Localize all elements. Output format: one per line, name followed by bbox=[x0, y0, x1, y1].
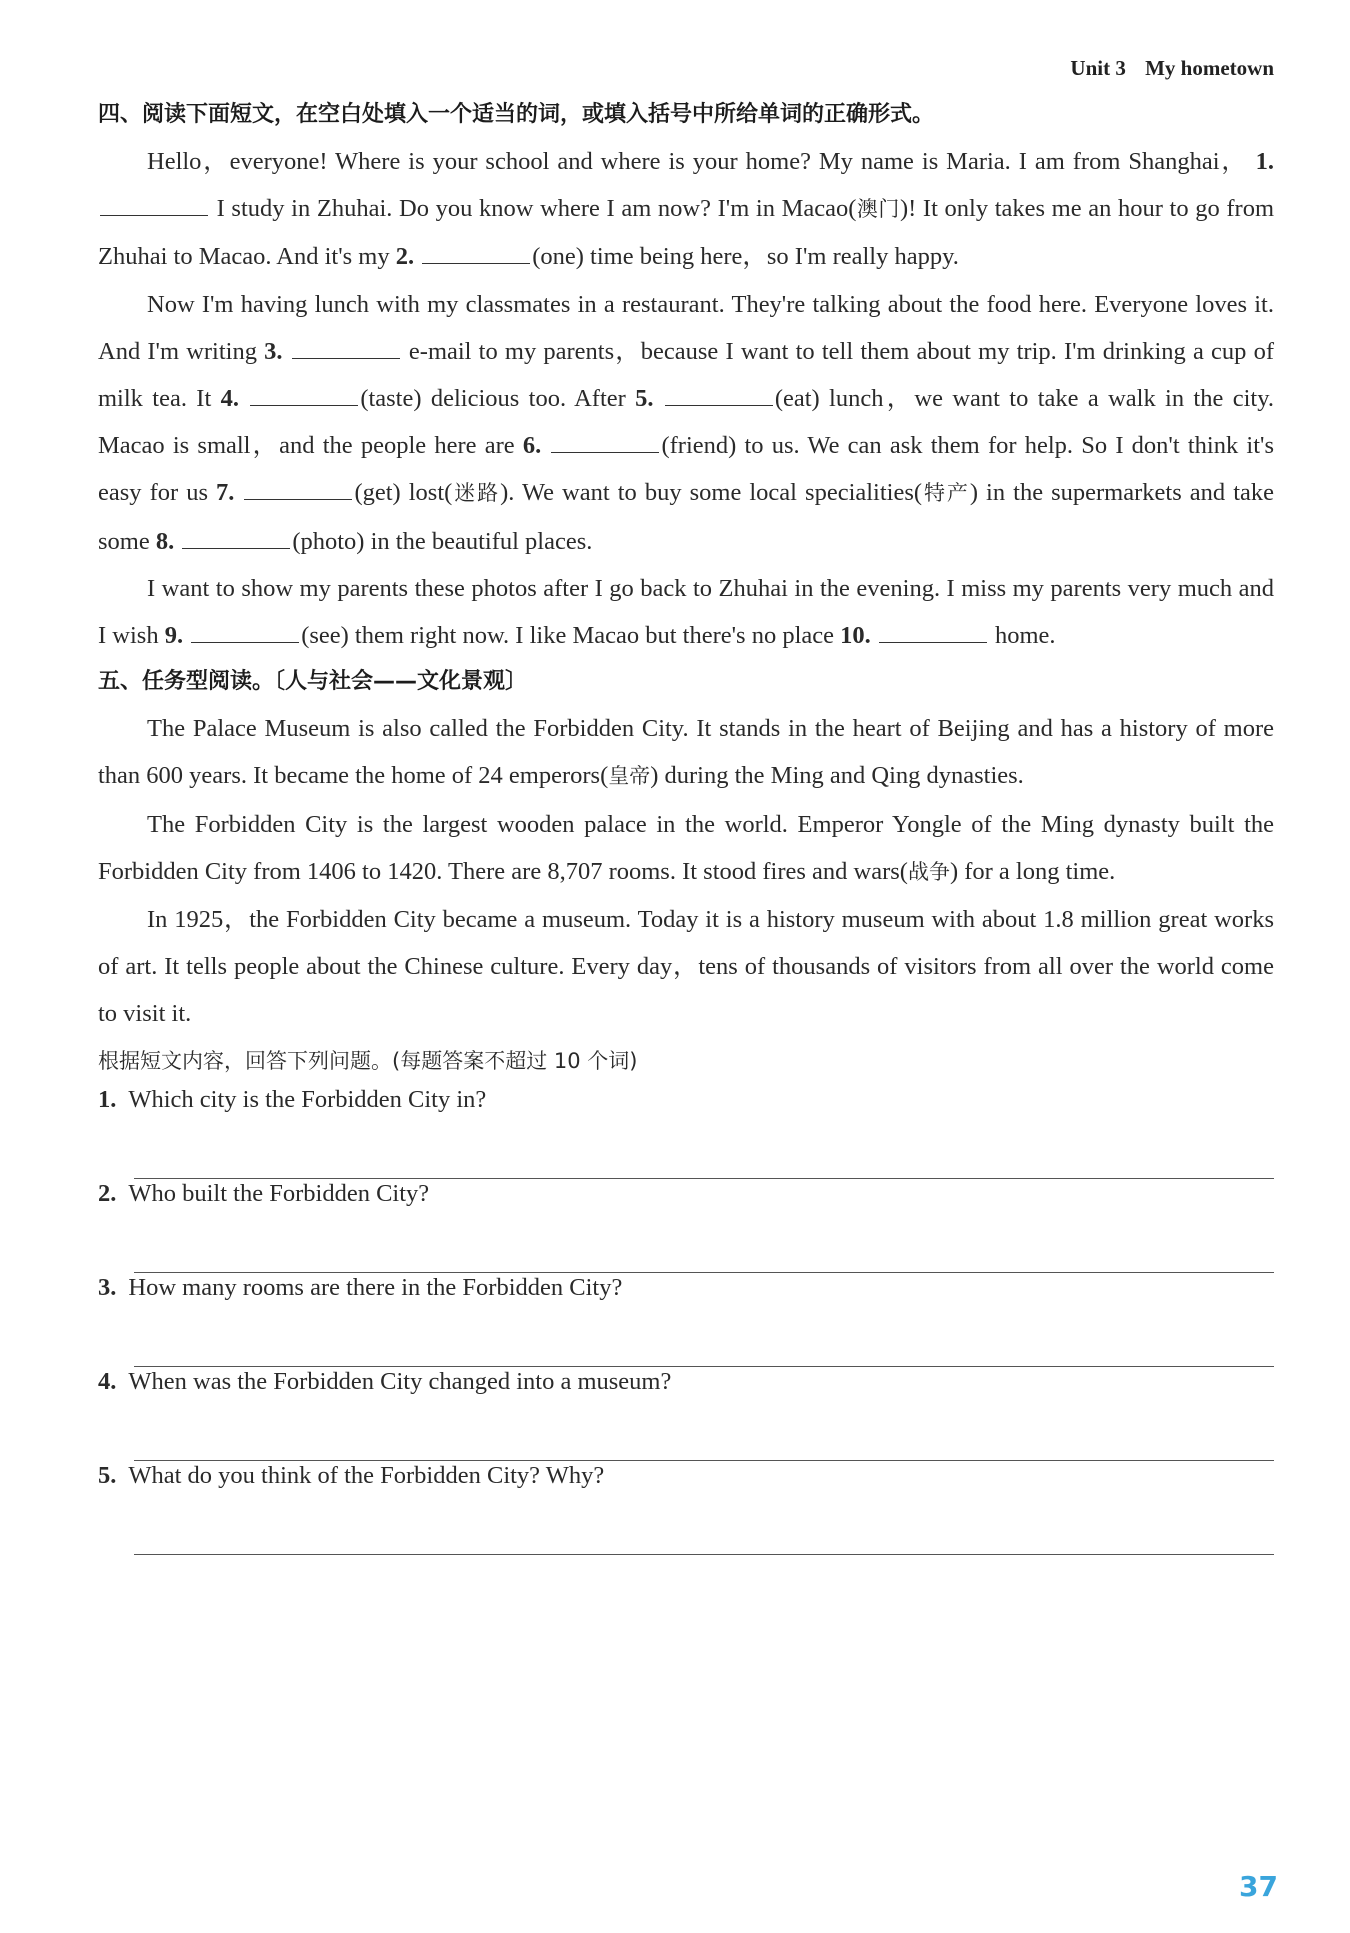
chinese-gloss: 战争 bbox=[907, 859, 950, 884]
answer-line-1[interactable] bbox=[134, 1116, 1274, 1179]
running-header bbox=[1070, 56, 1274, 81]
text-span: Hello，everyone! Where is your school and where is your home? My name is Maria. I am from Shanghai， bbox=[147, 148, 1248, 175]
question-text: Which city is the Forbidden City in? bbox=[128, 1085, 487, 1113]
blank-8[interactable] bbox=[182, 528, 290, 549]
chinese-gloss: 澳门 bbox=[856, 197, 900, 222]
answer-line-3[interactable] bbox=[134, 1304, 1274, 1367]
blank-number-1: 1. bbox=[1255, 148, 1274, 175]
blank-1[interactable] bbox=[100, 195, 208, 216]
text-span: I study in Zhuhai. Do you know where I am now? I'm in Macao( bbox=[216, 195, 857, 223]
section5-paragraph-3: In 1925，the Forbidden City became a museum. Today it is a history museum with about 1.8 million great works of art. It tells people about the Chinese culture. Every day，tens of thousands of visitors from all over the world come to visit it. bbox=[98, 906, 1274, 1028]
text-span: (see) them right now. I like Macao but there's no place bbox=[301, 622, 841, 650]
text-span: The Palace Museum is also called the Forbidden City. It stands in the heart of Beijing and has a history of more than 600 years. It became the home of 24 emperors( bbox=[98, 715, 1274, 790]
blank-9[interactable] bbox=[191, 622, 299, 643]
question-1 bbox=[98, 1084, 1274, 1178]
section4-paragraph-1 bbox=[98, 138, 1274, 281]
text-span: (photo) in the beautiful places. bbox=[292, 527, 593, 555]
question-text: Who built the Forbidden City? bbox=[128, 1179, 430, 1207]
question-3 bbox=[98, 1272, 1274, 1366]
text-span: ) in the supermarkets and take some bbox=[98, 479, 1275, 555]
text-span: (friend) to us. We can ask them for help. So I don't think it's easy for us bbox=[98, 432, 1274, 507]
blank-2[interactable] bbox=[422, 243, 530, 264]
question-text: What do you think of the Forbidden City? Why? bbox=[128, 1461, 605, 1489]
unit-label: Unit 3 bbox=[1070, 56, 1126, 80]
page-content bbox=[98, 92, 1274, 1554]
blank-number-9: 9. bbox=[164, 622, 184, 650]
answer-line-4[interactable] bbox=[134, 1398, 1274, 1461]
blank-number-2: 2. bbox=[395, 243, 415, 271]
text-span: )! It only takes me an hour to go from Zhuhai to Macao. And it's my bbox=[98, 195, 1275, 271]
blank-number-10: 10. bbox=[840, 622, 871, 650]
blank-number-7: 7. bbox=[216, 479, 235, 507]
text-span: The Forbidden City is the largest wooden palace in the world. Emperor Yongle of the Ming dynasty built the Forbidden City from 1406 to 1420. There are 8,707 rooms. It stood fires and wars( bbox=[98, 810, 1274, 885]
question-4 bbox=[98, 1366, 1274, 1460]
section5-instruction: 根据短文内容，回答下列问题。(每题答案不超过 10 个词) bbox=[98, 1048, 638, 1073]
chinese-gloss: 皇帝 bbox=[608, 764, 651, 789]
question-text: How many rooms are there in the Forbidden City? bbox=[128, 1273, 623, 1301]
text-span: (one) time being here，so I'm really happy. bbox=[532, 243, 959, 271]
blank-7[interactable] bbox=[244, 479, 352, 500]
question-5 bbox=[98, 1460, 1274, 1554]
text-span: e-mail to my parents，because I want to tell them about my trip. I'm drinking a cup of milk tea. It bbox=[98, 337, 1274, 413]
text-span: ). We want to buy some local specialities( bbox=[500, 479, 923, 507]
blank-number-4: 4. bbox=[220, 385, 239, 413]
text-span: ) for a long time. bbox=[949, 857, 1116, 885]
question-2 bbox=[98, 1178, 1274, 1272]
blank-5[interactable] bbox=[665, 385, 773, 406]
blank-6[interactable] bbox=[551, 432, 659, 453]
blank-4[interactable] bbox=[250, 385, 358, 406]
text-span: Now I'm having lunch with my classmates in a restaurant. They're talking about the food here. Everyone loves it. And I'm writing bbox=[98, 290, 1274, 365]
question-number: 5. bbox=[98, 1461, 117, 1489]
chinese-gloss: 特产 bbox=[922, 481, 970, 506]
blank-3[interactable] bbox=[292, 338, 400, 359]
section4-paragraph-3 bbox=[98, 565, 1274, 659]
blank-10[interactable] bbox=[879, 622, 987, 643]
text-span: (get) lost( bbox=[354, 479, 453, 507]
text-span: (eat) lunch，we want to take a walk in the city. Macao is small，and the people here are bbox=[98, 385, 1274, 460]
answer-line-5[interactable] bbox=[134, 1492, 1274, 1555]
question-number: 4. bbox=[98, 1367, 117, 1395]
answer-line-2[interactable] bbox=[134, 1210, 1274, 1273]
chinese-gloss: 迷路 bbox=[452, 481, 501, 506]
blank-number-6: 6. bbox=[522, 432, 542, 460]
page-number: 37 bbox=[1239, 1870, 1278, 1903]
question-number: 2. bbox=[98, 1179, 117, 1207]
text-span: home. bbox=[988, 622, 1056, 650]
unit-title: My hometown bbox=[1145, 56, 1274, 80]
blank-number-3: 3. bbox=[264, 337, 283, 365]
text-span: ) during the Ming and Qing dynasties. bbox=[650, 762, 1024, 790]
question-number: 3. bbox=[98, 1273, 117, 1301]
section4-title: 四、阅读下面短文，在空白处填入一个适当的词，或填入括号中所给单词的正确形式。 bbox=[98, 102, 935, 127]
section4-paragraph-2 bbox=[98, 281, 1274, 565]
section5-paragraph-2 bbox=[98, 801, 1274, 896]
blank-number-5: 5. bbox=[635, 385, 654, 413]
section5-paragraph-1 bbox=[98, 705, 1274, 800]
question-number: 1. bbox=[98, 1085, 117, 1113]
question-text: When was the Forbidden City changed into a museum? bbox=[128, 1367, 672, 1395]
section5-title: 五、任务型阅读。〔人与社会——文化景观〕 bbox=[98, 669, 528, 695]
blank-number-8: 8. bbox=[155, 527, 175, 555]
text-span: I want to show my parents these photos after I go back to Zhuhai in the evening. I miss my parents very much and I wish bbox=[98, 574, 1274, 650]
text-span: (taste) delicious too. After bbox=[360, 385, 636, 413]
